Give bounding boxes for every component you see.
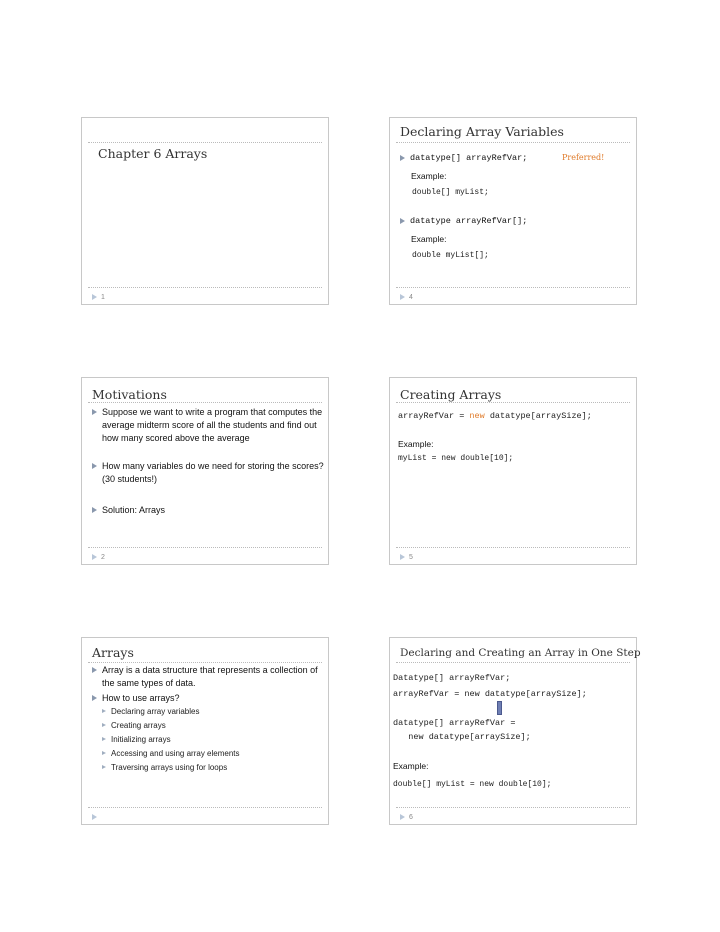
slide-6-line-1: Datatype[] arrayRefVar; bbox=[393, 673, 511, 683]
slide-3-sub-3: Initializing arrays bbox=[102, 735, 171, 744]
slide-1-footer-rule bbox=[88, 287, 322, 288]
slide-4-bullet-1: datatype[] arrayRefVar; bbox=[400, 152, 527, 165]
slide-1 bbox=[81, 117, 329, 305]
slide-4-code-2: double myList[]; bbox=[412, 251, 489, 260]
slide-2-bullet-2: How many variables do we need for storing the scores? (30 students!) bbox=[92, 460, 324, 486]
slide-1-header-rule bbox=[88, 142, 322, 143]
slide-5-code-1 bbox=[398, 411, 592, 421]
slide-2-bullet-1: Suppose we want to write a program that computes the average midterm score of all the students and find out how many scored above the average bbox=[92, 406, 324, 445]
slide-5 bbox=[389, 377, 637, 565]
slide-5-page-number: 5 bbox=[400, 554, 413, 561]
slide-2-title: Motivations bbox=[92, 387, 167, 402]
slide-3-sub-1: Declaring array variables bbox=[102, 707, 199, 716]
slide-6-line-3: datatype[] arrayRefVar = bbox=[393, 718, 516, 728]
slide-3-sub-5: Traversing arrays using for loops bbox=[102, 763, 227, 772]
slide-4-page-number: 4 bbox=[400, 294, 413, 301]
slide-6-title: Declaring and Creating an Array in One Step bbox=[400, 647, 641, 659]
slide-4-code-1: double[] myList; bbox=[412, 188, 489, 197]
slide-5-code-1-post: datatype[arraySize]; bbox=[484, 411, 592, 421]
slide-2 bbox=[81, 377, 329, 565]
slide-6-footer-rule bbox=[396, 807, 630, 808]
slide-3-bullet-2: How to use arrays? bbox=[92, 692, 180, 705]
slide-3-sub-4: Accessing and using array elements bbox=[102, 749, 240, 758]
slide-3-bullet-1: Array is a data structure that represents a collection of the same types of data. bbox=[92, 664, 320, 690]
slide-5-code-2: myList = new double[10]; bbox=[398, 454, 514, 463]
slide-6-arrow-marker bbox=[497, 701, 502, 715]
slide-2-bullet-3: Solution: Arrays bbox=[92, 504, 165, 517]
slide-4-title: Declaring Array Variables bbox=[400, 124, 564, 139]
slide-3-footer-rule bbox=[88, 807, 322, 808]
slide-4 bbox=[389, 117, 637, 305]
slide-4-example-label-1: Example: bbox=[411, 171, 447, 181]
slide-5-code-1-keyword: new bbox=[469, 411, 485, 421]
slide-4-preferred-note: Preferred! bbox=[562, 153, 605, 162]
slide-2-footer-rule bbox=[88, 547, 322, 548]
slide-6-page-number: 6 bbox=[400, 814, 413, 821]
slide-3 bbox=[81, 637, 329, 825]
slide-2-page-number: 2 bbox=[92, 554, 105, 561]
slide-5-title: Creating Arrays bbox=[400, 387, 502, 402]
slide-1-title: Chapter 6 Arrays bbox=[98, 146, 208, 161]
slide-4-example-label-2: Example: bbox=[411, 234, 447, 244]
slide-2-header-rule bbox=[88, 402, 322, 403]
slide-1-page-number: 1 bbox=[92, 294, 105, 301]
slide-5-code-1-pre: arrayRefVar = bbox=[398, 411, 470, 421]
slide-5-header-rule bbox=[396, 402, 630, 403]
slide-6-code: double[] myList = new double[10]; bbox=[393, 780, 552, 789]
slide-6-line-4: new datatype[arraySize]; bbox=[393, 732, 531, 742]
slide-6-header-rule bbox=[396, 662, 630, 663]
slide-3-title: Arrays bbox=[92, 645, 134, 660]
slide-3-sub-2: Creating arrays bbox=[102, 721, 166, 730]
slide-6-line-2: arrayRefVar = new datatype[arraySize]; bbox=[393, 689, 587, 699]
slide-5-footer-rule bbox=[396, 547, 630, 548]
slide-4-bullet-2: datatype arrayRefVar[]; bbox=[400, 215, 527, 228]
slide-3-page-number bbox=[92, 814, 101, 821]
slide-6 bbox=[389, 637, 641, 825]
slide-6-example-label: Example: bbox=[393, 761, 429, 771]
slide-4-header-rule bbox=[396, 142, 630, 143]
slide-4-footer-rule bbox=[396, 287, 630, 288]
slide-5-example-label: Example: bbox=[398, 439, 434, 449]
slide-3-header-rule bbox=[88, 662, 322, 663]
